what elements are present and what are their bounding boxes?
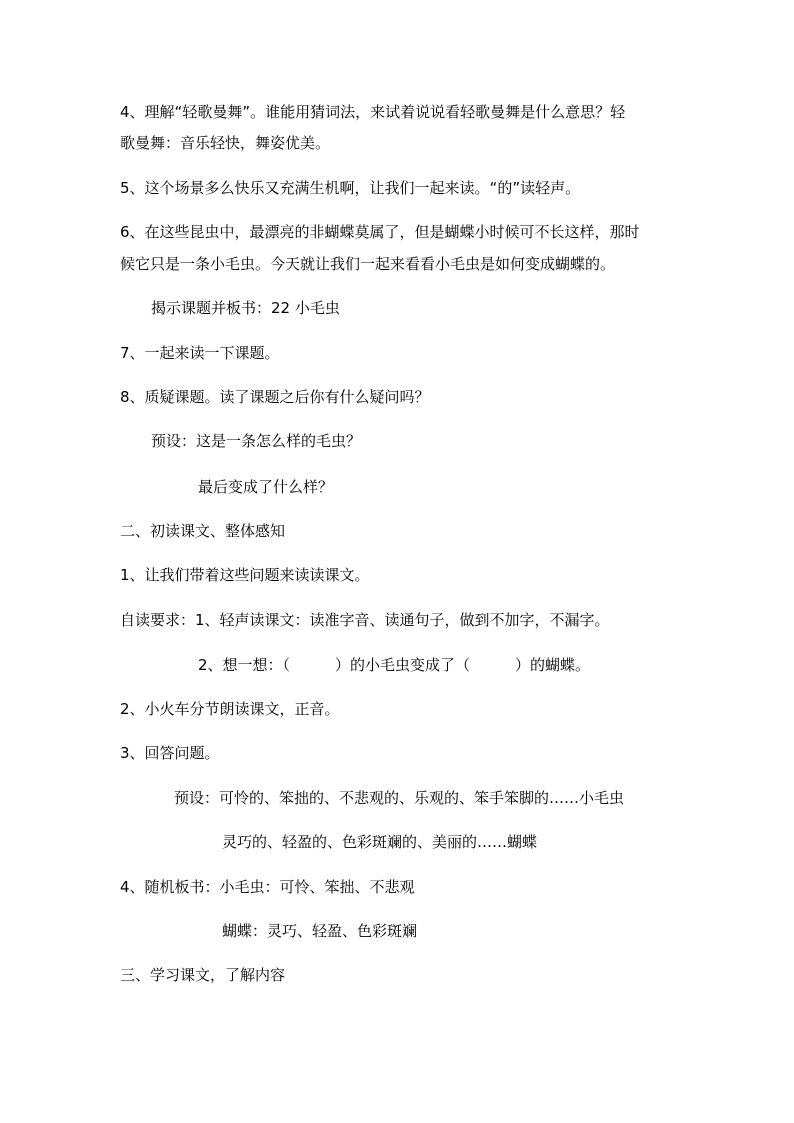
paragraph-8: 8、质疑课题。读了课题之后你有什么疑问吗？: [120, 388, 430, 406]
paragraph-6-line-2: 候它只是一条小毛虫。今天就让我们一起来看看小毛虫是如何变成蝴蝶的。: [120, 255, 616, 273]
section-2-item-2: 2、小火车分节朗读课文，正音。: [120, 700, 340, 718]
self-reading-requirement-1: 自读要求：1、轻声读课文：读准字音、读通句子，做到不加字，不漏字。: [120, 611, 610, 629]
board-writing-line-1: 4、随机板书：小毛虫：可怜、笨拙、不悲观: [120, 878, 415, 896]
board-writing-line-2: 蝴蝶：灵巧、轻盈、色彩斑斓: [222, 922, 418, 940]
paragraph-4-line-1: 4、理解“轻歌曼舞”。谁能用猜词法，来试着说说看轻歌曼舞是什么意思？轻: [120, 103, 626, 121]
paragraph-5: 5、这个场景多么快乐又充满生机啊，让我们一起来读。“的”读轻声。: [120, 179, 581, 197]
section-3-heading: 三、学习课文，了解内容: [120, 966, 286, 984]
self-reading-requirement-2: 2、想一想：（ ）的小毛虫变成了（ ）的蝴蝶。: [198, 656, 591, 674]
answer-preset-line-1: 预设：可怜的、笨拙的、不悲观的、乐观的、笨手笨脚的……小毛虫: [174, 789, 625, 807]
answer-preset-line-2: 灵巧的、轻盈的、色彩斑斓的、美丽的……蝴蝶: [222, 833, 538, 851]
reveal-title-line: 揭示课题并板书：22 小毛虫: [151, 299, 340, 317]
preset-line-2: 最后变成了什么样？: [198, 478, 334, 496]
paragraph-6-line-1: 6、在这些昆虫中，最漂亮的非蝴蝶莫属了，但是蝴蝶小时候可不长这样，那时: [120, 223, 640, 241]
section-2-item-1: 1、让我们带着这些问题来读读课文。: [120, 566, 370, 584]
section-2-heading: 二、初读课文、整体感知: [120, 522, 286, 540]
section-2-item-3: 3、回答问题。: [120, 744, 220, 762]
paragraph-7: 7、一起来读一下课题。: [120, 344, 280, 362]
paragraph-4-line-2: 歌曼舞：音乐轻快，舞姿优美。: [120, 134, 331, 152]
preset-line-1: 预设：这是一条怎么样的毛虫？: [151, 432, 362, 450]
